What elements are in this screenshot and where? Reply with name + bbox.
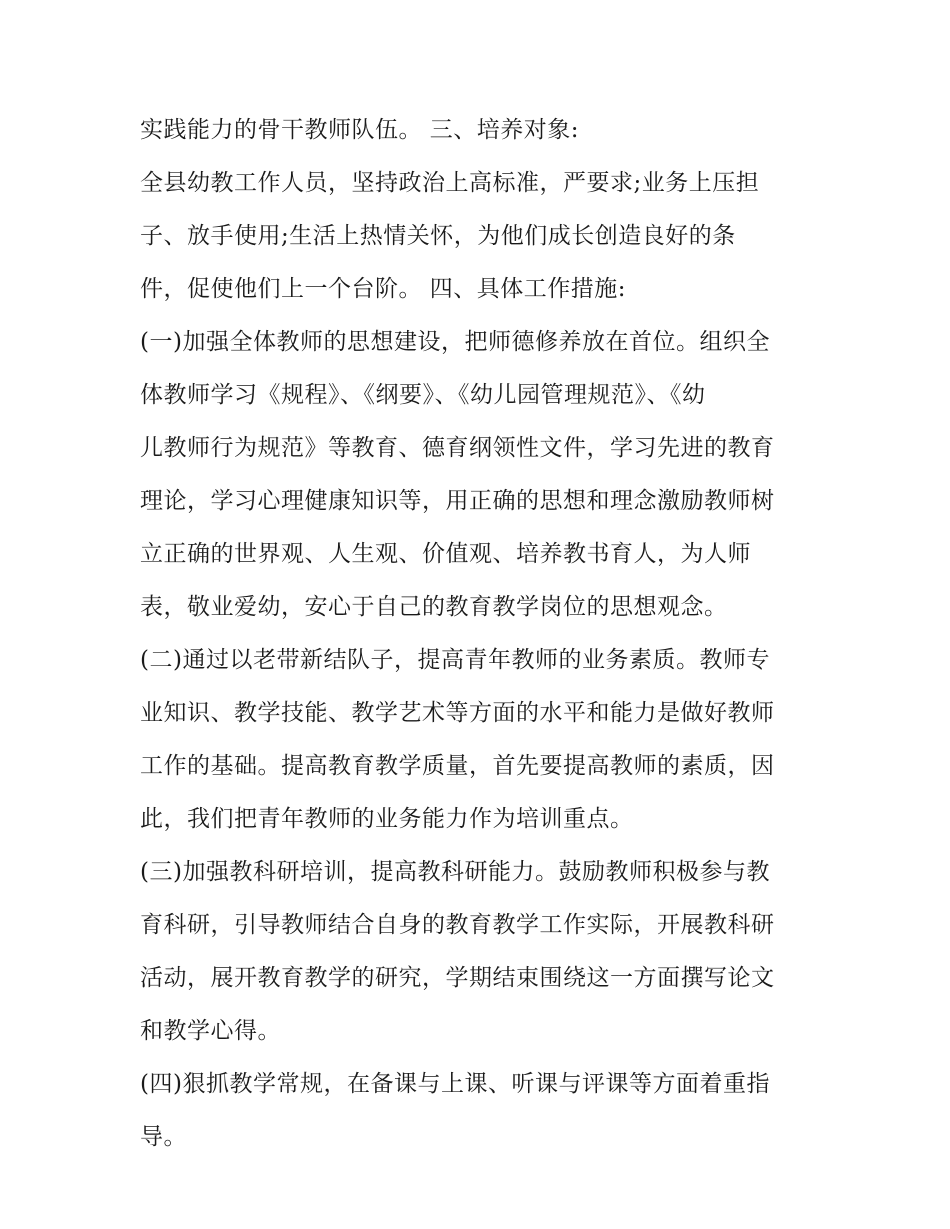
text-line: (一)加强全体教师的思想建设，把师德修养放在首位。组织全 <box>140 329 770 355</box>
text-line: 全县幼教工作人员，坚持政治上高标准，严要求;业务上压担 <box>140 170 760 196</box>
text-line: (四)狠抓教学常规，在备课与上课、听课与评课等方面着重指 <box>140 1071 770 1097</box>
document-body <box>140 108 820 1168</box>
text-line: 业知识、教学技能、教学艺术等方面的水平和能力是做好教师 <box>140 700 775 726</box>
text-line: 子、放手使用;生活上热情关怀，为他们成长创造良好的条 <box>140 223 736 249</box>
text-line: 实践能力的骨干教师队伍。 三、培养对象: <box>140 117 580 143</box>
text-line: 儿教师行为规范》等教育、德育纲领性文件，学习先进的教育 <box>140 435 775 461</box>
text-line: 表，敬业爱幼，安心于自己的教育教学岗位的思想观念。 <box>140 594 728 620</box>
text-line: 活动，展开教育教学的研究，学期结束围绕这一方面撰写论文 <box>140 965 775 991</box>
text-line: 体教师学习《规程》、《纲要》、《幼儿园管理规范》、《幼 <box>140 382 706 408</box>
text-line: (二)通过以老带新结队子，提高青年教师的业务素质。教师专 <box>140 647 770 673</box>
text-line: (三)加强教科研培训，提高教科研能力。鼓励教师积极参与教 <box>140 859 770 885</box>
text-line: 立正确的世界观、人生观、价值观、培养教书育人，为人师 <box>140 541 751 567</box>
text-line: 工作的基础。提高教育教学质量，首先要提高教师的素质，因 <box>140 753 775 779</box>
text-line: 此，我们把青年教师的业务能力作为培训重点。 <box>140 806 634 832</box>
text-line: 件，促使他们上一个台阶。 四、具体工作措施: <box>140 276 627 302</box>
text-line: 育科研，引导教师结合自身的教育教学工作实际，开展教科研 <box>140 912 775 938</box>
text-line: 导。 <box>140 1124 187 1150</box>
text-line: 和教学心得。 <box>140 1018 281 1044</box>
text-line: 理论，学习心理健康知识等，用正确的思想和理念激励教师树 <box>140 488 775 514</box>
